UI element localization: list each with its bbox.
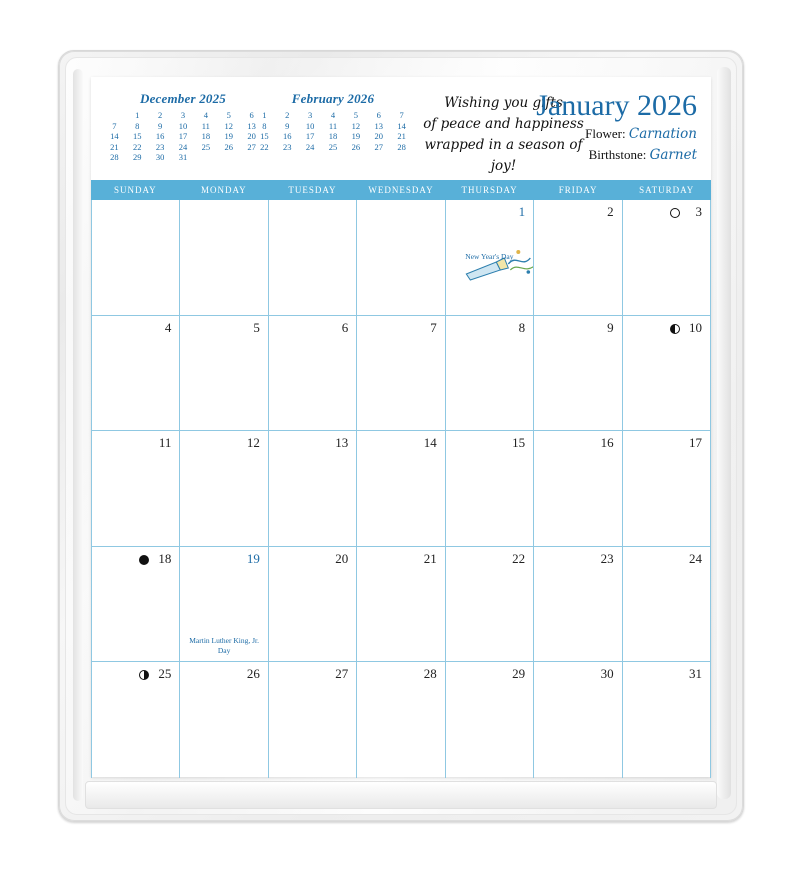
day-cell[interactable] xyxy=(623,431,711,547)
mini-day: 31 xyxy=(178,152,188,162)
mini-day: 3 xyxy=(308,110,313,120)
mini-day: 15 xyxy=(133,131,142,141)
mini-day: 16 xyxy=(283,131,292,141)
day-cell[interactable] xyxy=(180,662,268,778)
month-day-grid xyxy=(91,200,711,778)
day-number: 13 xyxy=(335,435,349,451)
mini-month-previous-grid xyxy=(103,110,263,163)
mini-day: 5 xyxy=(353,110,358,120)
day-cell[interactable] xyxy=(92,431,180,547)
day-cell[interactable] xyxy=(357,200,445,316)
day-cell[interactable] xyxy=(180,200,268,316)
mini-day: 19 xyxy=(351,131,361,141)
weekday-thursday: THURSDAY xyxy=(461,185,518,195)
month-heading-block xyxy=(497,89,697,165)
mini-day: 10 xyxy=(178,120,188,131)
mini-day xyxy=(194,152,217,163)
mini-day: 27 xyxy=(247,141,256,152)
day-cell[interactable] xyxy=(180,316,268,432)
moon-phase-icon xyxy=(139,555,149,565)
calendar-header xyxy=(91,77,711,180)
mini-day: 16 xyxy=(155,131,165,141)
mini-day: 17 xyxy=(305,131,315,141)
vinyl-bottom-flap xyxy=(85,781,717,809)
day-number: 3 xyxy=(695,204,702,219)
day-cell[interactable] xyxy=(446,316,534,432)
day-number: 20 xyxy=(335,550,349,566)
day-cell[interactable] xyxy=(269,547,357,663)
moon-phase-icon xyxy=(670,208,680,218)
mini-day: 13 xyxy=(374,120,383,131)
flower-value: Carnation xyxy=(628,126,697,142)
day-cell[interactable] xyxy=(534,431,622,547)
mini-day: 12 xyxy=(351,120,361,131)
mini-day: 20 xyxy=(374,131,383,141)
day-cell[interactable] xyxy=(357,316,445,432)
day-cell[interactable] xyxy=(180,547,268,663)
flower-line xyxy=(497,124,697,144)
day-number: 7 xyxy=(430,319,437,335)
day-event-label: Martin Luther King, Jr. Day xyxy=(189,636,260,655)
birthstone-label: Birthstone: xyxy=(588,147,647,162)
day-cell[interactable] xyxy=(534,662,622,778)
weekday-header-row xyxy=(91,180,711,200)
day-number: 22 xyxy=(512,550,526,566)
mini-day xyxy=(240,152,263,163)
weekday-saturday: SATURDAY xyxy=(639,185,695,195)
mini-day: 7 xyxy=(112,120,117,131)
mini-day: 17 xyxy=(178,131,188,141)
greeting-line-3: wrapped in a season of joy! xyxy=(424,137,583,174)
day-cell[interactable] xyxy=(357,662,445,778)
day-number: 5 xyxy=(253,319,260,335)
day-number: 26 xyxy=(246,666,260,682)
day-number: 8 xyxy=(518,319,526,335)
calendar-page xyxy=(91,77,711,777)
mini-day: 14 xyxy=(110,131,119,141)
mini-day: 22 xyxy=(133,141,142,152)
mini-month-previous xyxy=(103,91,263,163)
day-number: 28 xyxy=(423,666,437,682)
calendar-product xyxy=(58,50,744,822)
weekday-tuesday: TUESDAY xyxy=(288,185,337,195)
day-number: 18 xyxy=(158,550,172,566)
day-cell[interactable] xyxy=(92,662,180,778)
day-cell[interactable] xyxy=(269,200,357,316)
mini-day: 18 xyxy=(201,131,211,141)
day-number: 15 xyxy=(512,435,526,451)
mini-day: 18 xyxy=(328,131,338,141)
mini-day: 25 xyxy=(328,141,338,152)
mini-day: 9 xyxy=(158,120,163,131)
mini-day: 27 xyxy=(374,141,383,152)
day-number: 1 xyxy=(518,204,526,219)
mini-day: 24 xyxy=(305,141,315,152)
day-number: 29 xyxy=(512,666,526,682)
greeting-line-1: Wishing you gifts xyxy=(444,95,563,111)
day-number: 30 xyxy=(600,666,614,682)
mini-day: 22 xyxy=(260,141,269,152)
mini-day: 30 xyxy=(155,152,165,162)
mini-day: 2 xyxy=(158,110,163,120)
mini-day: 20 xyxy=(247,131,256,141)
moon-phase-icon xyxy=(670,324,680,334)
vinyl-edge-left xyxy=(73,69,83,801)
day-cell[interactable] xyxy=(446,431,534,547)
mini-day: 26 xyxy=(351,141,361,152)
mini-day: 28 xyxy=(397,141,406,152)
page-title: January 2026 xyxy=(536,89,697,122)
mini-day: 7 xyxy=(399,110,404,120)
mini-day: 5 xyxy=(226,110,231,120)
day-cell[interactable] xyxy=(534,547,622,663)
day-cell[interactable] xyxy=(269,662,357,778)
day-number: 31 xyxy=(689,666,702,682)
day-cell[interactable] xyxy=(534,200,622,316)
mini-day: 8 xyxy=(262,120,267,131)
day-number: 2 xyxy=(607,204,614,219)
mini-day: 1 xyxy=(135,110,140,120)
mini-month-next-grid xyxy=(253,110,413,152)
mini-day: 8 xyxy=(135,120,140,131)
greeting-line-2: of peace and happiness xyxy=(423,116,584,132)
day-cell[interactable] xyxy=(357,547,445,663)
mini-day: 1 xyxy=(262,110,267,120)
day-cell[interactable] xyxy=(623,547,711,663)
mini-day: 29 xyxy=(133,152,142,162)
day-cell[interactable] xyxy=(623,662,711,778)
mini-day: 12 xyxy=(224,120,233,131)
mini-day: 15 xyxy=(260,131,269,141)
weekday-sunday: SUNDAY xyxy=(113,185,157,195)
weekday-friday: FRIDAY xyxy=(558,185,598,195)
mini-day: 14 xyxy=(397,120,406,131)
day-number: 11 xyxy=(158,435,172,451)
mini-day xyxy=(103,110,126,121)
day-cell[interactable] xyxy=(534,316,622,432)
vinyl-edge-right xyxy=(717,67,731,799)
day-number: 9 xyxy=(607,319,614,335)
mini-day: 4 xyxy=(203,110,208,120)
mini-day: 24 xyxy=(178,141,188,152)
mini-day: 23 xyxy=(283,141,292,152)
day-cell[interactable] xyxy=(446,547,534,663)
day-cell[interactable] xyxy=(446,200,534,316)
day-event-label: New Year's Day xyxy=(465,252,514,261)
day-number: 12 xyxy=(246,435,260,451)
day-number: 4 xyxy=(164,319,172,335)
day-cell[interactable] xyxy=(92,200,180,316)
day-cell[interactable] xyxy=(446,662,534,778)
mini-month-next xyxy=(253,91,413,152)
mini-day: 11 xyxy=(201,120,210,131)
day-number: 25 xyxy=(158,666,172,682)
weekday-monday: MONDAY xyxy=(201,185,247,195)
day-cell[interactable] xyxy=(269,316,357,432)
day-cell[interactable] xyxy=(92,547,180,663)
day-number: 10 xyxy=(689,319,702,335)
day-cell[interactable] xyxy=(623,200,711,316)
day-number: 6 xyxy=(341,319,349,335)
mini-day: 26 xyxy=(224,141,233,152)
day-number: 17 xyxy=(689,435,702,451)
mini-day: 23 xyxy=(155,141,165,152)
mini-day: 9 xyxy=(285,120,290,131)
mini-day: 6 xyxy=(249,110,254,120)
flower-label: Flower: xyxy=(585,126,626,141)
mini-day: 28 xyxy=(110,152,119,162)
mini-day: 6 xyxy=(376,110,381,120)
mini-day: 4 xyxy=(330,110,336,120)
day-number: 23 xyxy=(600,550,614,566)
mini-day: 13 xyxy=(247,120,256,131)
mini-day xyxy=(217,152,240,163)
day-cell[interactable] xyxy=(269,431,357,547)
day-number: 24 xyxy=(689,550,702,566)
weekday-wednesday: WEDNESDAY xyxy=(368,185,434,195)
mini-day: 11 xyxy=(328,120,338,131)
mini-day: 2 xyxy=(285,110,290,120)
day-number: 16 xyxy=(600,435,614,451)
mini-month-next-title: February 2026 xyxy=(291,91,375,106)
day-number: 21 xyxy=(423,550,437,566)
day-cell[interactable] xyxy=(92,316,180,432)
day-cell[interactable] xyxy=(180,431,268,547)
day-number: 14 xyxy=(423,435,437,451)
day-number: 27 xyxy=(335,666,349,682)
day-cell[interactable] xyxy=(357,431,445,547)
moon-phase-icon xyxy=(139,670,149,680)
mini-day: 3 xyxy=(180,110,186,120)
mini-day: 25 xyxy=(201,141,211,152)
mini-day: 19 xyxy=(224,131,233,141)
mini-day: 10 xyxy=(305,120,315,131)
birthstone-line xyxy=(497,145,697,165)
mini-day: 21 xyxy=(397,131,406,141)
mini-month-previous-title: December 2025 xyxy=(140,91,226,106)
day-cell[interactable] xyxy=(623,316,711,432)
mini-day: 21 xyxy=(110,141,119,152)
day-number: 19 xyxy=(246,550,260,566)
birthstone-value: Garnet xyxy=(649,147,697,163)
new-years-party-horn-icon xyxy=(457,244,534,288)
